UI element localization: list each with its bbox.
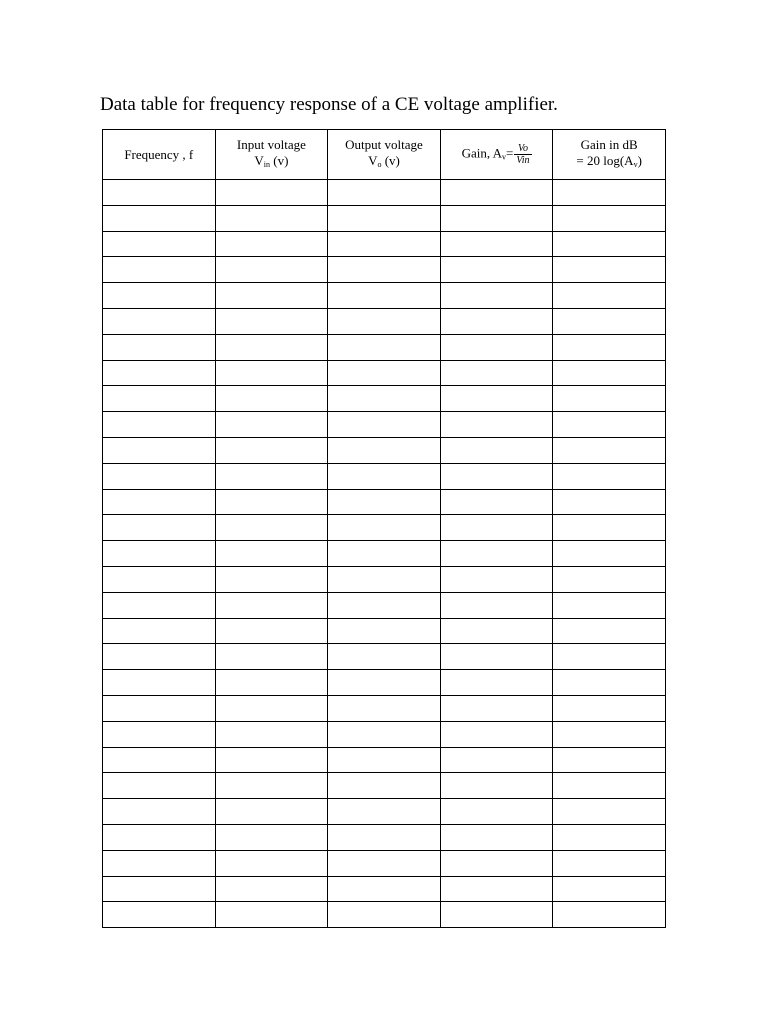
input-voltage-cell: [215, 695, 328, 721]
gain-cell: [440, 618, 553, 644]
table-row: [103, 231, 666, 257]
input-voltage-cell: [215, 824, 328, 850]
output-voltage-cell: [328, 386, 441, 412]
output-voltage-cell: [328, 618, 441, 644]
table-row: [103, 644, 666, 670]
table-body: [103, 180, 666, 928]
frequency-cell: [103, 437, 216, 463]
header-gain-db: [553, 130, 666, 180]
table-row: [103, 360, 666, 386]
gain-db-cell: [553, 205, 666, 231]
gain-db-cell: [553, 541, 666, 567]
header-frequency: [103, 130, 216, 180]
frequency-cell: [103, 644, 216, 670]
output-voltage-cell: [328, 412, 441, 438]
input-voltage-cell: [215, 180, 328, 206]
output-voltage-cell: [328, 515, 441, 541]
gain-subscript: v: [502, 152, 507, 162]
header-output-voltage-label: Output voltage: [345, 136, 423, 152]
gain-db-cell: [553, 618, 666, 644]
table-row: [103, 592, 666, 618]
header-gain-db-formula: [553, 153, 665, 173]
table-row: [103, 515, 666, 541]
gain-db-cell: [553, 876, 666, 902]
gain-db-cell: [553, 283, 666, 309]
frequency-cell: [103, 670, 216, 696]
frequency-cell: [103, 618, 216, 644]
gain-db-cell: [553, 644, 666, 670]
frequency-cell: [103, 515, 216, 541]
gain-cell: [440, 670, 553, 696]
gain-numerator: Vo: [514, 143, 531, 155]
output-voltage-cell: [328, 670, 441, 696]
output-voltage-cell: [328, 824, 441, 850]
table-row: [103, 618, 666, 644]
gain-db-cell: [553, 334, 666, 360]
table-row: [103, 437, 666, 463]
output-voltage-unit-text: (v): [381, 152, 400, 168]
gain-db-cell: [553, 721, 666, 747]
input-voltage-unit-text: (v): [269, 152, 289, 168]
table-row: [103, 670, 666, 696]
gain-db-cell: [553, 386, 666, 412]
input-voltage-cell: [215, 515, 328, 541]
output-voltage-cell: [328, 799, 441, 825]
output-voltage-cell: [328, 566, 441, 592]
output-voltage-cell: [328, 695, 441, 721]
gain-db-cell: [553, 824, 666, 850]
output-voltage-cell: [328, 644, 441, 670]
frequency-cell: [103, 412, 216, 438]
output-voltage-cell: [328, 231, 441, 257]
table-row: [103, 824, 666, 850]
input-voltage-cell: [215, 386, 328, 412]
table-row: [103, 283, 666, 309]
header-output-voltage-unit: [328, 153, 440, 173]
output-voltage-cell: [328, 773, 441, 799]
input-voltage-cell: [215, 902, 328, 928]
frequency-cell: [103, 180, 216, 206]
frequency-cell: [103, 283, 216, 309]
gain-db-cell: [553, 592, 666, 618]
table-row: [103, 876, 666, 902]
gain-cell: [440, 257, 553, 283]
frequency-cell: [103, 205, 216, 231]
gain-cell: [440, 566, 553, 592]
gain-db-subscript: v: [633, 159, 638, 169]
input-voltage-cell: [215, 644, 328, 670]
input-voltage-cell: [215, 618, 328, 644]
gain-cell: [440, 360, 553, 386]
gain-cell: [440, 386, 553, 412]
input-voltage-subscript: in: [263, 159, 270, 169]
input-voltage-cell: [215, 799, 328, 825]
frequency-cell: [103, 334, 216, 360]
output-voltage-cell: [328, 721, 441, 747]
header-gain: [440, 130, 553, 180]
gain-db-cell: [553, 437, 666, 463]
frequency-cell: [103, 773, 216, 799]
table-row: [103, 412, 666, 438]
input-voltage-cell: [215, 308, 328, 334]
frequency-cell: [103, 824, 216, 850]
output-voltage-cell: [328, 437, 441, 463]
gain-db-cell: [553, 463, 666, 489]
table-row: [103, 721, 666, 747]
output-voltage-cell: [328, 902, 441, 928]
data-table: [102, 129, 666, 928]
gain-cell: [440, 850, 553, 876]
gain-db-cell: [553, 566, 666, 592]
input-voltage-cell: [215, 747, 328, 773]
gain-db-cell: [553, 180, 666, 206]
frequency-cell: [103, 489, 216, 515]
gain-db-cell: [553, 695, 666, 721]
gain-cell: [440, 283, 553, 309]
gain-cell: [440, 721, 553, 747]
gain-cell: [440, 773, 553, 799]
input-voltage-cell: [215, 257, 328, 283]
gain-cell: [440, 489, 553, 515]
gain-db-cell: [553, 670, 666, 696]
input-voltage-cell: [215, 670, 328, 696]
frequency-cell: [103, 695, 216, 721]
frequency-cell: [103, 902, 216, 928]
input-voltage-cell: [215, 412, 328, 438]
output-voltage-cell: [328, 283, 441, 309]
header-row: [103, 130, 666, 180]
table-row: [103, 850, 666, 876]
frequency-cell: [103, 592, 216, 618]
frequency-cell: [103, 360, 216, 386]
table-row: [103, 902, 666, 928]
table-row: [103, 489, 666, 515]
table-row: [103, 541, 666, 567]
frequency-cell: [103, 257, 216, 283]
output-voltage-cell: [328, 489, 441, 515]
frequency-cell: [103, 566, 216, 592]
input-voltage-cell: [215, 283, 328, 309]
output-voltage-cell: [328, 592, 441, 618]
header-input-voltage-label: Input voltage: [236, 136, 306, 152]
gain-db-cell: [553, 515, 666, 541]
header-frequency-label: Frequency , f: [124, 146, 194, 162]
output-voltage-symbol: V: [368, 152, 378, 168]
gain-db-cell: [553, 231, 666, 257]
gain-cell: [440, 231, 553, 257]
header-input-voltage: [215, 130, 328, 180]
table-row: [103, 773, 666, 799]
input-voltage-cell: [215, 850, 328, 876]
gain-cell: [440, 824, 553, 850]
table-row: [103, 386, 666, 412]
gain-cell: [440, 205, 553, 231]
gain-fraction: [514, 143, 531, 166]
input-voltage-symbol: V: [254, 152, 264, 168]
frequency-cell: [103, 386, 216, 412]
header-gain-db-label: Gain in dB: [580, 136, 638, 152]
gain-cell: [440, 412, 553, 438]
gain-cell: [440, 308, 553, 334]
gain-db-cell: [553, 489, 666, 515]
input-voltage-cell: [215, 231, 328, 257]
header-output-voltage: [328, 130, 441, 180]
gain-prefix: Gain, A: [461, 145, 503, 161]
input-voltage-cell: [215, 360, 328, 386]
gain-cell: [440, 902, 553, 928]
frequency-cell: [103, 747, 216, 773]
frequency-cell: [103, 308, 216, 334]
gain-cell: [440, 876, 553, 902]
output-voltage-cell: [328, 334, 441, 360]
output-voltage-subscript: o: [377, 159, 382, 169]
gain-cell: [440, 463, 553, 489]
frequency-cell: [103, 850, 216, 876]
gain-db-cell: [553, 773, 666, 799]
gain-equals: =: [506, 145, 514, 161]
gain-cell: [440, 515, 553, 541]
input-voltage-cell: [215, 334, 328, 360]
table-row: [103, 308, 666, 334]
gain-db-cell: [553, 799, 666, 825]
input-voltage-cell: [215, 541, 328, 567]
table-row: [103, 180, 666, 206]
output-voltage-cell: [328, 360, 441, 386]
gain-cell: [440, 180, 553, 206]
input-voltage-cell: [215, 489, 328, 515]
table-row: [103, 257, 666, 283]
output-voltage-cell: [328, 180, 441, 206]
gain-db-cell: [553, 412, 666, 438]
output-voltage-cell: [328, 541, 441, 567]
input-voltage-cell: [215, 437, 328, 463]
input-voltage-cell: [215, 566, 328, 592]
gain-db-formula-suffix: ): [637, 152, 642, 168]
gain-db-cell: [553, 360, 666, 386]
gain-db-cell: [553, 902, 666, 928]
input-voltage-cell: [215, 205, 328, 231]
gain-db-formula-prefix: = 20 log(A: [576, 152, 634, 168]
input-voltage-cell: [215, 876, 328, 902]
gain-db-cell: [553, 850, 666, 876]
table-row: [103, 799, 666, 825]
gain-db-cell: [553, 308, 666, 334]
input-voltage-cell: [215, 721, 328, 747]
frequency-cell: [103, 721, 216, 747]
frequency-cell: [103, 541, 216, 567]
frequency-cell: [103, 231, 216, 257]
input-voltage-cell: [215, 463, 328, 489]
gain-cell: [440, 437, 553, 463]
gain-cell: [440, 695, 553, 721]
output-voltage-cell: [328, 257, 441, 283]
output-voltage-cell: [328, 463, 441, 489]
input-voltage-cell: [215, 773, 328, 799]
output-voltage-cell: [328, 747, 441, 773]
gain-cell: [440, 644, 553, 670]
gain-db-cell: [553, 257, 666, 283]
gain-cell: [440, 334, 553, 360]
output-voltage-cell: [328, 850, 441, 876]
output-voltage-cell: [328, 205, 441, 231]
frequency-cell: [103, 876, 216, 902]
frequency-cell: [103, 799, 216, 825]
output-voltage-cell: [328, 876, 441, 902]
frequency-cell: [103, 463, 216, 489]
gain-cell: [440, 799, 553, 825]
table-row: [103, 695, 666, 721]
input-voltage-cell: [215, 592, 328, 618]
header-input-voltage-unit: [216, 153, 328, 173]
gain-cell: [440, 592, 553, 618]
table-row: [103, 334, 666, 360]
table-row: [103, 566, 666, 592]
gain-denominator: Vin: [516, 155, 530, 166]
table-row: [103, 463, 666, 489]
output-voltage-cell: [328, 308, 441, 334]
table-row: [103, 205, 666, 231]
gain-cell: [440, 747, 553, 773]
table-row: [103, 747, 666, 773]
gain-db-cell: [553, 747, 666, 773]
gain-cell: [440, 541, 553, 567]
page-title: Data table for frequency response of a CE voltage amplifier.: [100, 94, 558, 115]
